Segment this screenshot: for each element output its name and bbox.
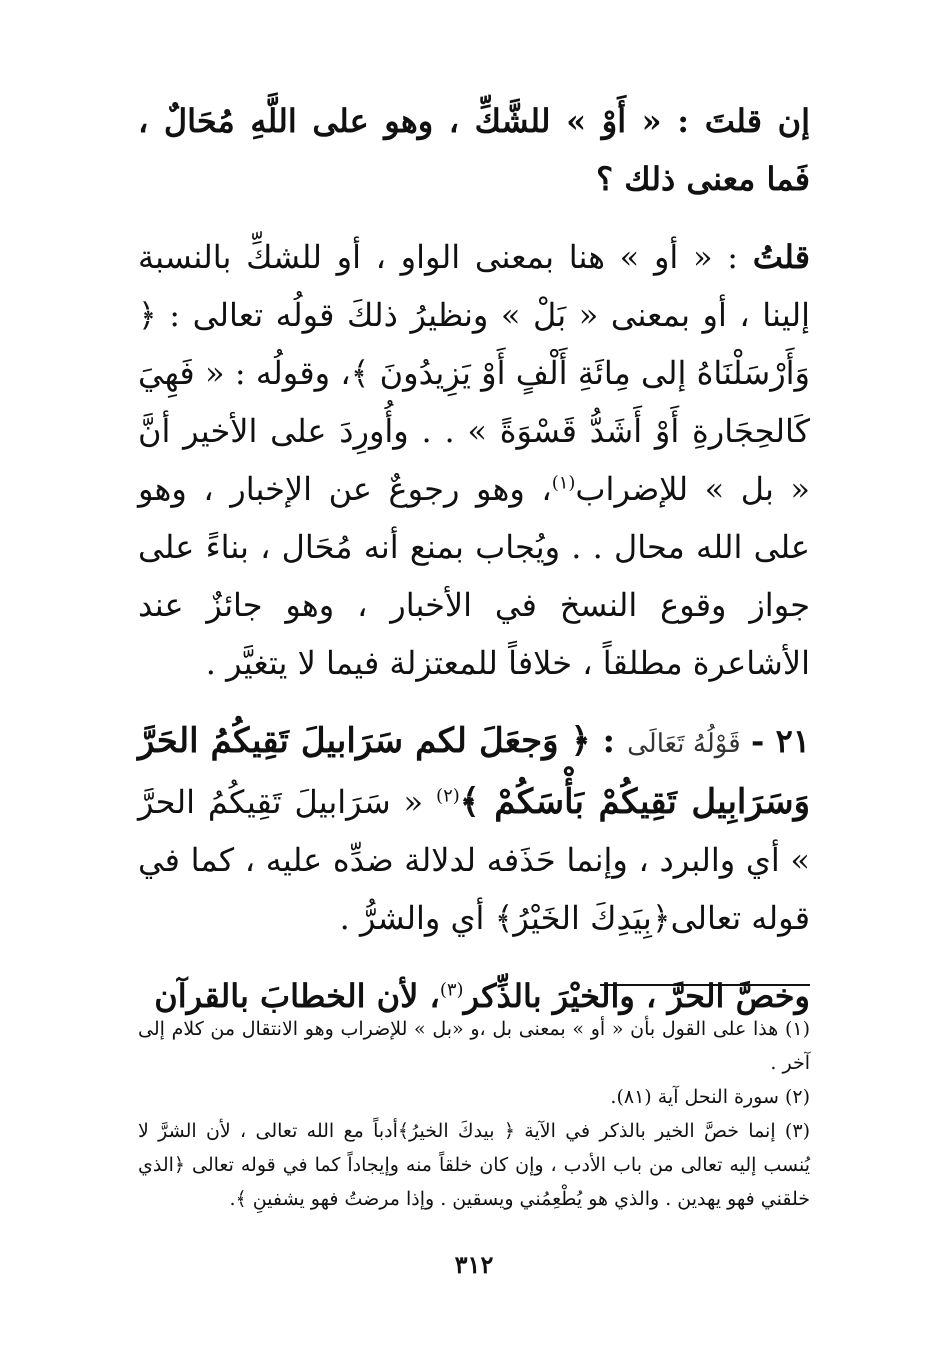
paragraph-2-body: : « أو » هنا بمعنى الواو ، أو للشكِّ بالنسبة إلينا ، أو بمعنى « بَلْ » ونظيرُ ذلكَ قولُه تعالى : ﴿ وَأَرْسَلْنَاهُ إلى مِائَةِ أَلْفٍ أَوْ يَزِيدُونَ ﴾، وقولُه : « فَهِيَ كَالحِجَارةِ أَوْ أَشَدُّ قَسْوَةً » . . وأُورِدَ على الأخير أنَّ « بل » للإضراب [138,238,811,508]
footnotes [138,1012,810,1216]
paragraph-2-lead: قلتُ [752,238,810,276]
paragraph-3 [138,712,810,947]
footnote-ref-3: (٣) [439,979,464,1001]
paragraph-1 [138,92,810,208]
main-text [138,92,810,1025]
footnote-3: (٣) إنما خصَّ الخير بالذكر في الآية ﴿ بيدكَ الخيرُ﴾أدباً مع الله تعالى ، لأن الشرَّ لا يُنسب إليه تعالى من باب الأدب ، وإن كان خلقاً منه وإيجاداً كما في قوله تعالى ﴿الذي خلقني فهو يهدين . والذي هو يُطْعِمُني ويسقين . وإذا مرضتُ فهو يشفينِ ﴾. [138,1120,810,1210]
footnote-1: (١) هذا على القول بأن « أو » بمعنى بل ،و «بل » للإضراب وهو الانتقال من كلام إلى آخر . [138,1018,810,1074]
footnote-ref-2: (٢) [436,785,460,807]
paragraph-2 [138,228,810,692]
paragraph-1-text: إن قلتَ : « أَوْ » للشَّكِّ ، وهو على اللَّهِ مُحَالٌ ، فَما معنى ذلك ؟ [138,102,810,198]
page-number: ٣١٢ [454,1250,494,1279]
paragraph-4-text: وخصَّ الحرَّ ، والخيْرَ بالذِّكر [463,977,810,1015]
footnote-ref-1: (١) [551,472,576,494]
footnote-divider [600,984,810,986]
footnote-2: (٢) سورة النحل آية (٨١). [610,1086,810,1108]
section-heading: قَوْلُهُ تَعَالَى [627,729,741,759]
paragraph-3-body: « سَرَابيلَ تَقِيكُمُ الحرَّ » أي والبرد ، وإنما حَذَفه لدلالة ضدِّه عليه ، كما في قوله تعالى﴿بِيَدِكَ الخَيْرُ﴾ أي والشرُّ . [138,783,810,937]
quran-verse: : ﴿ وَجعَلَ لكم سَرَابيلَ تَقِيكُمُ الحَرَّ وَسَرَابِيل تَقِيكُمْ بَأْسَكُمْ ﴾ [138,721,811,822]
section-number: ٢١ - [751,722,811,760]
paragraph-2-tail: ، وهو رجوعٌ عن الإخبار ، وهو على الله محال . . ويُجاب بمنع أنه مُحَال ، بناءً على جواز وقوع النسخ في الأخبار ، وهو جائزٌ عند الأشاعرة مطلقاً ، خلافاً للمعتزلة فيما لا يتغيَّر . [138,470,811,682]
paragraph-4-tail: ، لأن الخطابَ بالقرآن [154,977,440,1015]
